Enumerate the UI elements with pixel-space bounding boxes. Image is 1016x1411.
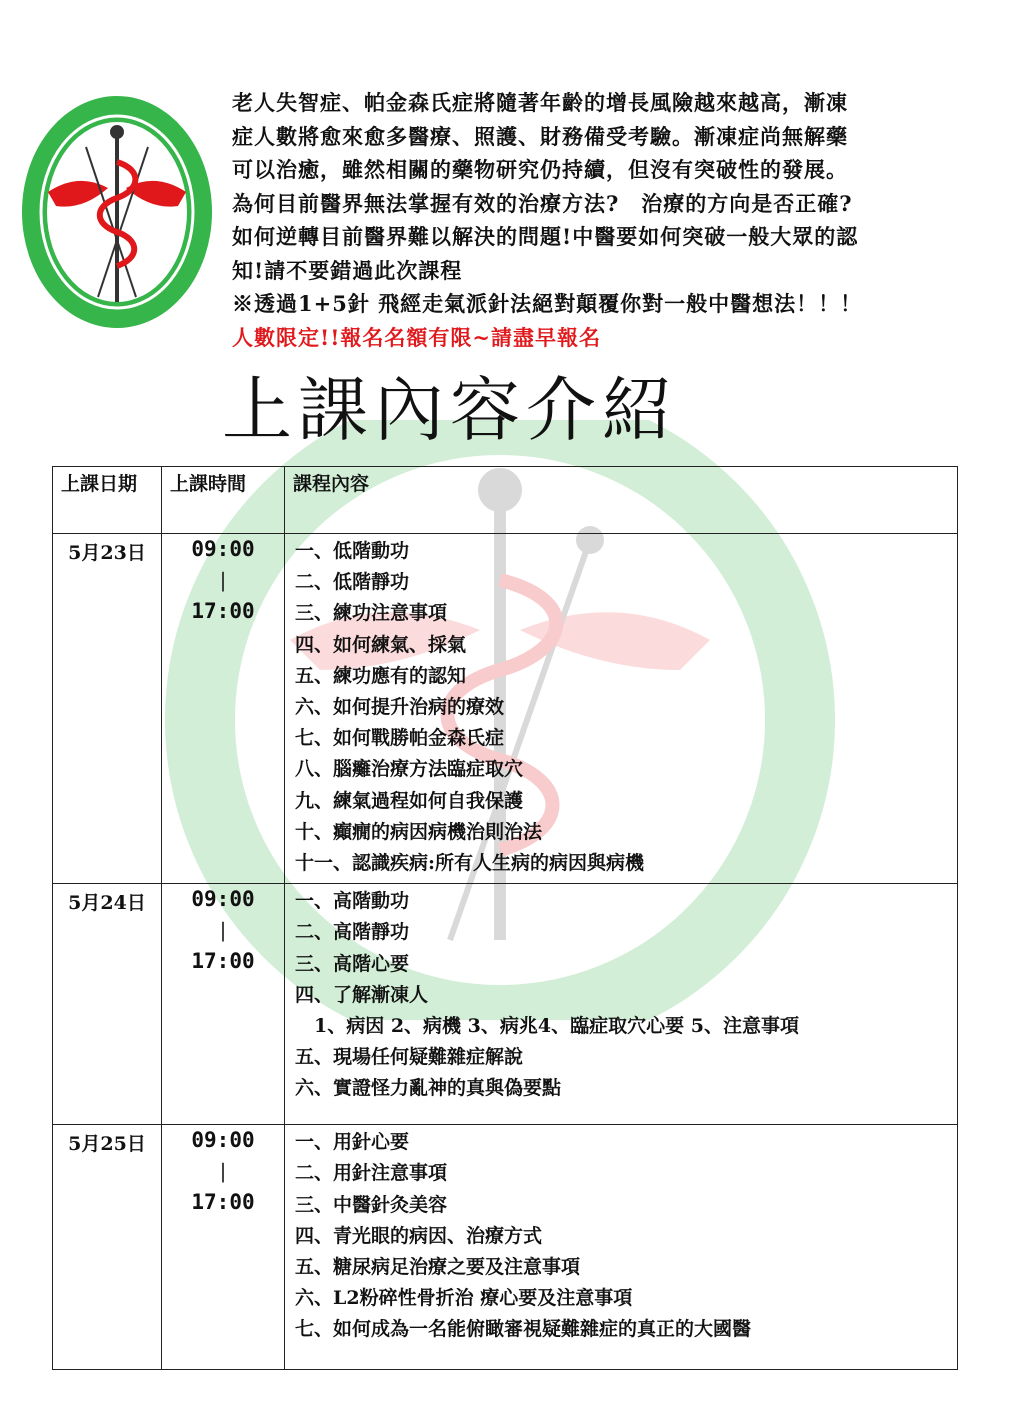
time-separator: | bbox=[219, 918, 227, 943]
registration-notice: 人數限定!!報名名額有限~請盡早報名 bbox=[232, 324, 602, 350]
table-header-row bbox=[53, 467, 958, 534]
row-time bbox=[162, 884, 285, 1125]
row-date: 5月25日 bbox=[53, 1125, 162, 1370]
time-start: 09:00 bbox=[191, 1128, 255, 1153]
list-item: 六、L2粉碎性骨折治 療心要及注意事項 bbox=[295, 1287, 633, 1310]
time-separator: | bbox=[219, 568, 227, 592]
time-end: 17:00 bbox=[191, 599, 255, 623]
list-item: 六、實證怪力亂神的真與偽要點 bbox=[295, 1077, 562, 1100]
list-item: 1、病因 2、病機 3、病兆4、臨症取穴心要 5、注意事項 bbox=[295, 1015, 799, 1038]
time-end: 17:00 bbox=[191, 949, 255, 974]
intro-line: 如何逆轉目前醫界難以解決的問題!中醫要如何突破一般大眾的認 bbox=[232, 224, 859, 249]
list-item: 四、青光眼的病因、治療方式 bbox=[295, 1224, 543, 1247]
row-content bbox=[285, 534, 958, 884]
course-schedule-table bbox=[52, 466, 958, 1370]
list-item: 二、低階靜功 bbox=[295, 571, 410, 594]
row-time bbox=[162, 534, 285, 884]
intro-paragraph bbox=[232, 86, 992, 354]
list-item: 四、了解漸凍人 bbox=[295, 983, 429, 1006]
list-item: 五、糖尿病足治療之要及注意事項 bbox=[295, 1256, 581, 1279]
list-item: 十、癲癇的病因病機治則治法 bbox=[295, 820, 543, 843]
header-time: 上課時間 bbox=[162, 467, 285, 534]
list-item: 六、如何提升治病的療效 bbox=[295, 696, 505, 719]
table-row bbox=[53, 884, 958, 1125]
intro-line: ※透過1+5針 飛經走氣派針法絕對顛覆你對一般中醫想法！！！ bbox=[232, 291, 863, 316]
list-item: 二、高階靜功 bbox=[295, 921, 410, 944]
time-start: 09:00 bbox=[191, 887, 255, 912]
table-row bbox=[53, 534, 958, 884]
association-logo bbox=[18, 92, 216, 332]
list-item: 二、用針注意事項 bbox=[295, 1162, 448, 1185]
row-time bbox=[162, 1125, 285, 1370]
time-end: 17:00 bbox=[191, 1190, 255, 1215]
intro-line: 可以治癒，雖然相關的藥物研究仍持續，但沒有突破性的發展。 bbox=[232, 157, 848, 182]
header-date: 上課日期 bbox=[53, 467, 162, 534]
table-row bbox=[53, 1125, 958, 1370]
time-start: 09:00 bbox=[191, 537, 255, 561]
time-separator: | bbox=[219, 1159, 227, 1184]
intro-line: 老人失智症、帕金森氏症將隨著年齡的增長風險越來越高，漸凍 bbox=[232, 90, 848, 115]
row-content bbox=[285, 884, 958, 1125]
list-item: 一、用針心要 bbox=[295, 1131, 410, 1154]
list-item: 八、腦癱治療方法臨症取穴 bbox=[295, 758, 524, 781]
list-item: 九、練氣過程如何自我保護 bbox=[295, 789, 524, 812]
intro-line: 為何目前醫界無法掌握有效的治療方法? 治療的方向是否正確? bbox=[232, 190, 853, 216]
row-date: 5月23日 bbox=[53, 534, 162, 884]
page-title: 上課內容介紹 bbox=[222, 369, 678, 451]
list-item: 三、中醫針灸美容 bbox=[295, 1193, 448, 1216]
row-content bbox=[285, 1125, 958, 1370]
list-item: 三、練功注意事項 bbox=[295, 602, 448, 625]
list-item: 十一、認識疾病:所有人生病的病因與病機 bbox=[295, 852, 645, 875]
header-content: 課程內容 bbox=[285, 467, 958, 534]
list-item: 五、現場任何疑難雜症解說 bbox=[295, 1046, 524, 1069]
list-item: 七、如何戰勝帕金森氏症 bbox=[295, 727, 505, 750]
intro-line: 症人數將愈來愈多醫療、照護、財務備受考驗。漸凍症尚無解藥 bbox=[232, 123, 848, 149]
intro-line: 知!請不要錯過此次課程 bbox=[232, 257, 463, 283]
list-item: 三、高階心要 bbox=[295, 952, 410, 975]
list-item: 五、練功應有的認知 bbox=[295, 664, 467, 687]
list-item: 一、低階動功 bbox=[295, 540, 410, 562]
row-date: 5月24日 bbox=[53, 884, 162, 1125]
list-item: 七、如何成為一名能俯瞰審視疑難雜症的真正的大國醫 bbox=[295, 1318, 752, 1341]
list-item: 一、高階動功 bbox=[295, 890, 410, 913]
list-item: 四、如何練氣、採氣 bbox=[295, 633, 467, 656]
